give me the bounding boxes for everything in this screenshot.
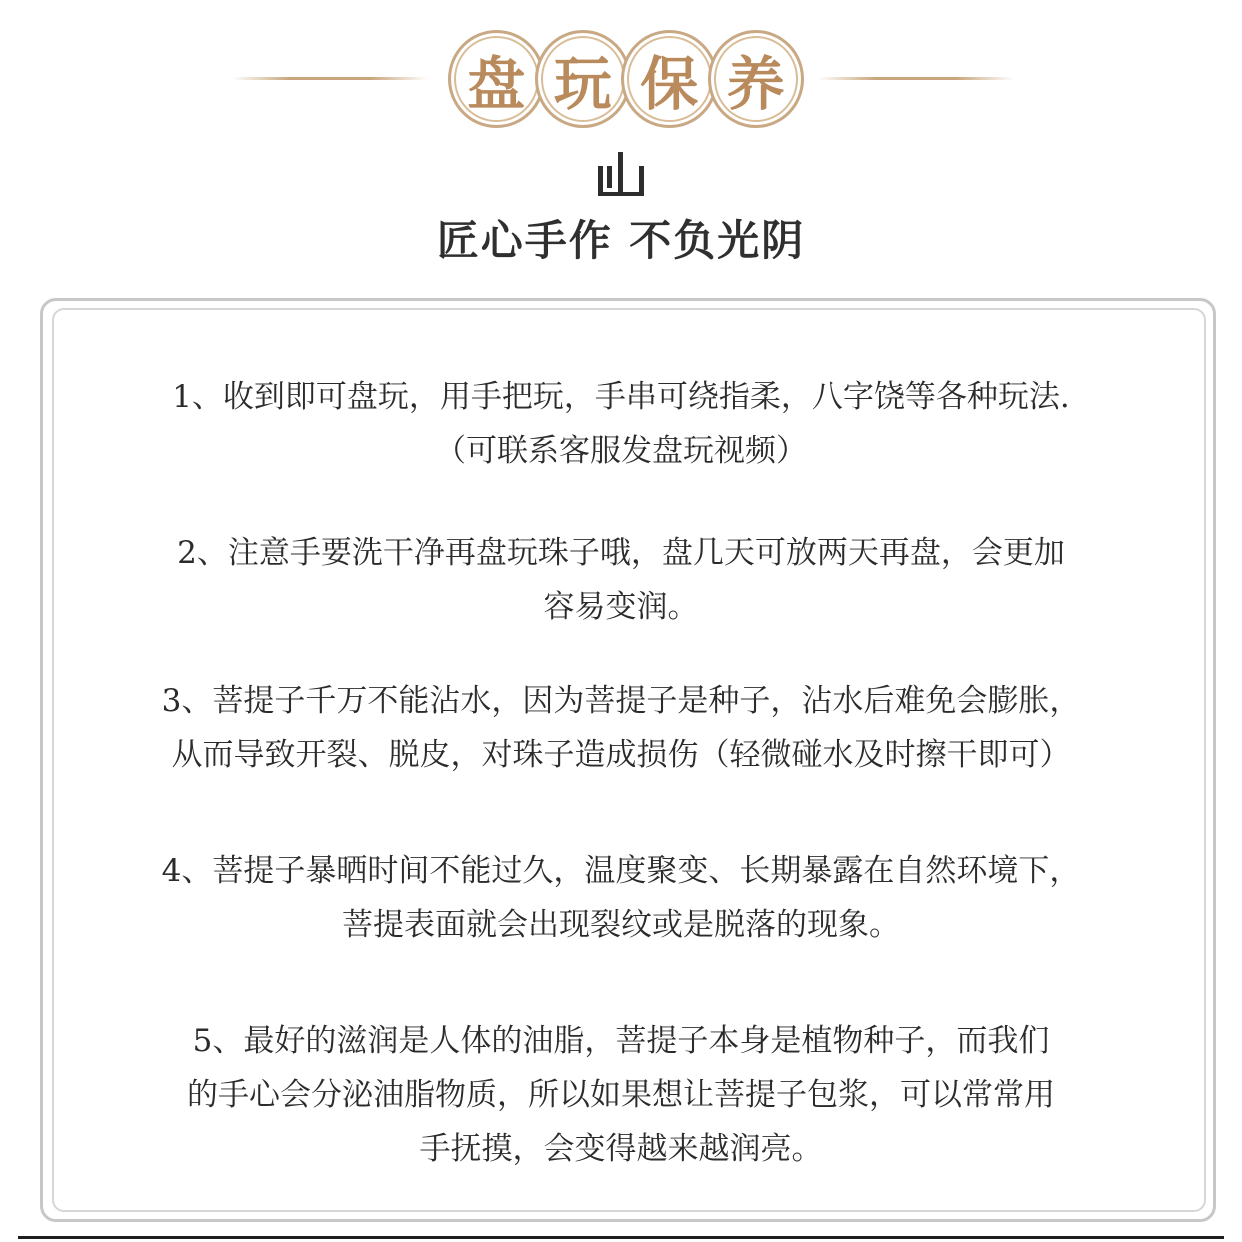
title-coin-2: 玩: [535, 30, 632, 128]
title-coin-4: 养: [708, 30, 805, 128]
care-tip-1: [100, 370, 1142, 478]
tip-line: 5、最好的滋润是人体的油脂，菩提子本身是植物种子，而我们: [192, 1023, 1050, 1059]
care-tip-3: [100, 674, 1142, 782]
care-tip-5: [100, 1014, 1142, 1176]
slogan: 匠心手作 不负光阴: [436, 216, 806, 265]
tip-line: 1、收到即可盘玩，用手把玩，手串可绕指柔，八字饶等各种玩法.: [172, 379, 1070, 415]
tip-line: 的手心会分泌油脂物质，所以如果想让菩提子包浆，可以常常用: [187, 1077, 1055, 1113]
tip-line: （可联系客服发盘玩视频）: [435, 433, 807, 469]
brand-logo-icon: [598, 152, 644, 196]
tip-line: 容易变润。: [543, 589, 699, 625]
tip-line: 2、注意手要洗干净再盘玩珠子哦，盘几天可放两天再盘，会更加: [177, 535, 1065, 571]
care-tip-4: [100, 844, 1142, 952]
tip-line: 从而导致开裂、脱皮，对珠子造成损伤（轻微碰水及时擦干即可）: [171, 737, 1071, 773]
page-title: [448, 30, 804, 130]
care-tip-2: [100, 526, 1142, 634]
tip-line: 4、菩提子暴晒时间不能过久，温度聚变、长期暴露在自然环境下，: [161, 853, 1081, 889]
tip-line: 手抚摸，会变得越来越润亮。: [419, 1131, 823, 1167]
title-coin-1: 盘: [448, 30, 545, 128]
bottom-divider: [18, 1236, 1224, 1239]
tip-line: 3、菩提子千万不能沾水，因为菩提子是种子，沾水后难免会膨胀，: [161, 683, 1081, 719]
tip-line: 菩提表面就会出现裂纹或是脱落的现象。: [342, 907, 900, 943]
header-divider-right: [818, 77, 1014, 80]
header-divider-left: [232, 77, 428, 80]
title-coin-3: 保: [621, 30, 718, 128]
